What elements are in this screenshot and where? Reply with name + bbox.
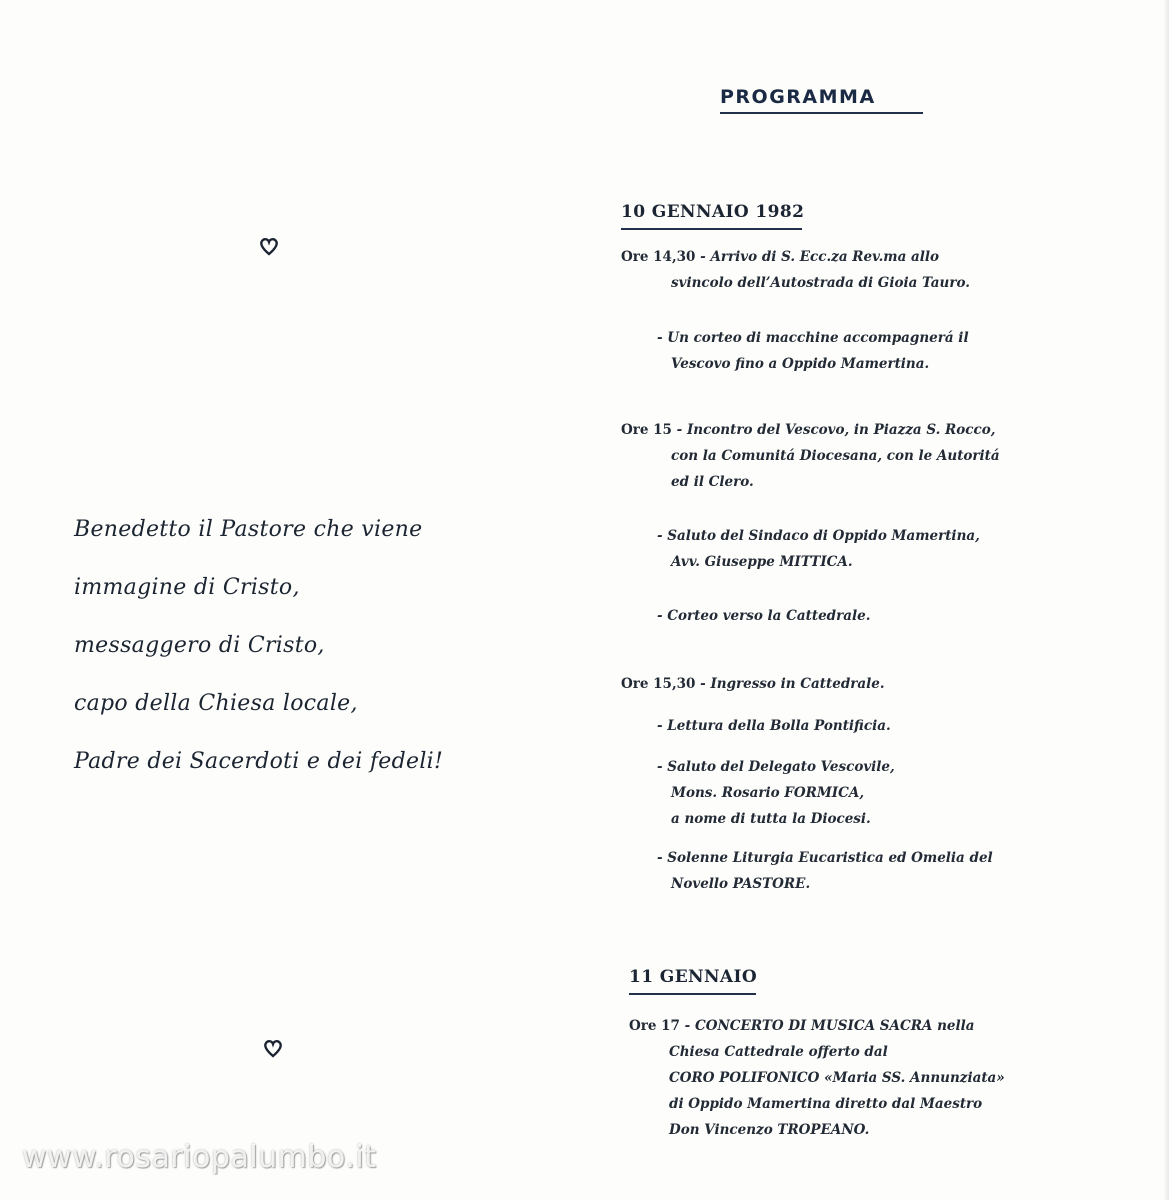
subitem-text: - Solenne Liturgia Eucaristica ed Omelia del bbox=[657, 850, 993, 866]
date-underline bbox=[621, 228, 802, 230]
poem-line: Benedetto il Pastore che viene bbox=[74, 517, 423, 542]
entry-text: svincolo dell’Autostrada di Gioia Tauro. bbox=[671, 275, 970, 291]
subitem-text: - Lettura della Bolla Pontificia. bbox=[657, 718, 891, 734]
entry-text: - Arrivo di S. Ecc.za Rev.ma allo bbox=[695, 249, 940, 265]
entry-text: - Incontro del Vescovo, in Piazza S. Rocco, bbox=[671, 422, 996, 438]
entry-time: Ore 14,30 bbox=[621, 249, 696, 265]
schedule-entry bbox=[629, 1013, 1005, 1143]
schedule-entry bbox=[621, 417, 1000, 495]
subitem-text: Novello PASTORE. bbox=[671, 876, 811, 892]
entry-time: Ore 15 bbox=[621, 422, 672, 438]
date-underline bbox=[629, 993, 756, 995]
poem-line: capo della Chiesa locale, bbox=[74, 691, 358, 716]
schedule-entry bbox=[621, 671, 885, 697]
schedule-subitem bbox=[657, 325, 969, 377]
page-edge bbox=[1163, 0, 1169, 1200]
poem-line: messaggero di Cristo, bbox=[74, 633, 325, 658]
entry-text: CORO POLIFONICO «Maria SS. Annunziata» bbox=[669, 1070, 1005, 1086]
poem-line: immagine di Cristo, bbox=[74, 575, 300, 600]
entry-text: Chiesa Cattedrale offerto dal bbox=[669, 1044, 888, 1060]
entry-text: Don Vincenzo TROPEANO. bbox=[669, 1122, 870, 1138]
schedule-subitem bbox=[657, 754, 895, 832]
entry-time: Ore 15,30 bbox=[621, 676, 696, 692]
title-underline bbox=[720, 112, 923, 114]
entry-text: con la Comunitá Diocesana, con le Autoritá bbox=[671, 448, 1000, 464]
watermark: www.rosariopalumbo.it bbox=[22, 1140, 377, 1175]
subitem-text: Vescovo fino a Oppido Mamertina. bbox=[671, 356, 930, 372]
heart-icon bbox=[262, 1037, 284, 1059]
schedule-subitem bbox=[657, 523, 980, 575]
date-heading: 10 GENNAIO 1982 bbox=[621, 202, 805, 222]
entry-text: - CONCERTO DI MUSICA SACRA nella bbox=[679, 1018, 975, 1034]
subitem-text: - Un corteo di macchine accompagnerá il bbox=[657, 330, 969, 346]
schedule-entry bbox=[621, 244, 970, 296]
subitem-text: a nome di tutta la Diocesi. bbox=[671, 811, 871, 827]
subitem-text: - Saluto del Sindaco di Oppido Mamertina, bbox=[657, 528, 980, 544]
entry-text: ed il Clero. bbox=[671, 474, 754, 490]
entry-text: di Oppido Mamertina diretto dal Maestro bbox=[669, 1096, 983, 1112]
subitem-text: - Saluto del Delegato Vescovile, bbox=[657, 759, 895, 775]
heart-icon bbox=[258, 235, 280, 257]
schedule-subitem bbox=[657, 713, 891, 739]
subitem-text: Mons. Rosario FORMICA, bbox=[671, 785, 865, 801]
date-heading: 11 GENNAIO bbox=[629, 967, 758, 987]
subitem-text: Avv. Giuseppe MITTICA. bbox=[671, 554, 853, 570]
schedule-subitem bbox=[657, 603, 870, 629]
program-title: PROGRAMMA bbox=[720, 86, 876, 108]
poem-line: Padre dei Sacerdoti e dei fedeli! bbox=[74, 749, 444, 774]
entry-text: - Ingresso in Cattedrale. bbox=[695, 676, 885, 692]
entry-time: Ore 17 bbox=[629, 1018, 680, 1034]
schedule-subitem bbox=[657, 845, 993, 897]
subitem-text: - Corteo verso la Cattedrale. bbox=[657, 608, 871, 624]
dedication-poem bbox=[74, 510, 504, 800]
